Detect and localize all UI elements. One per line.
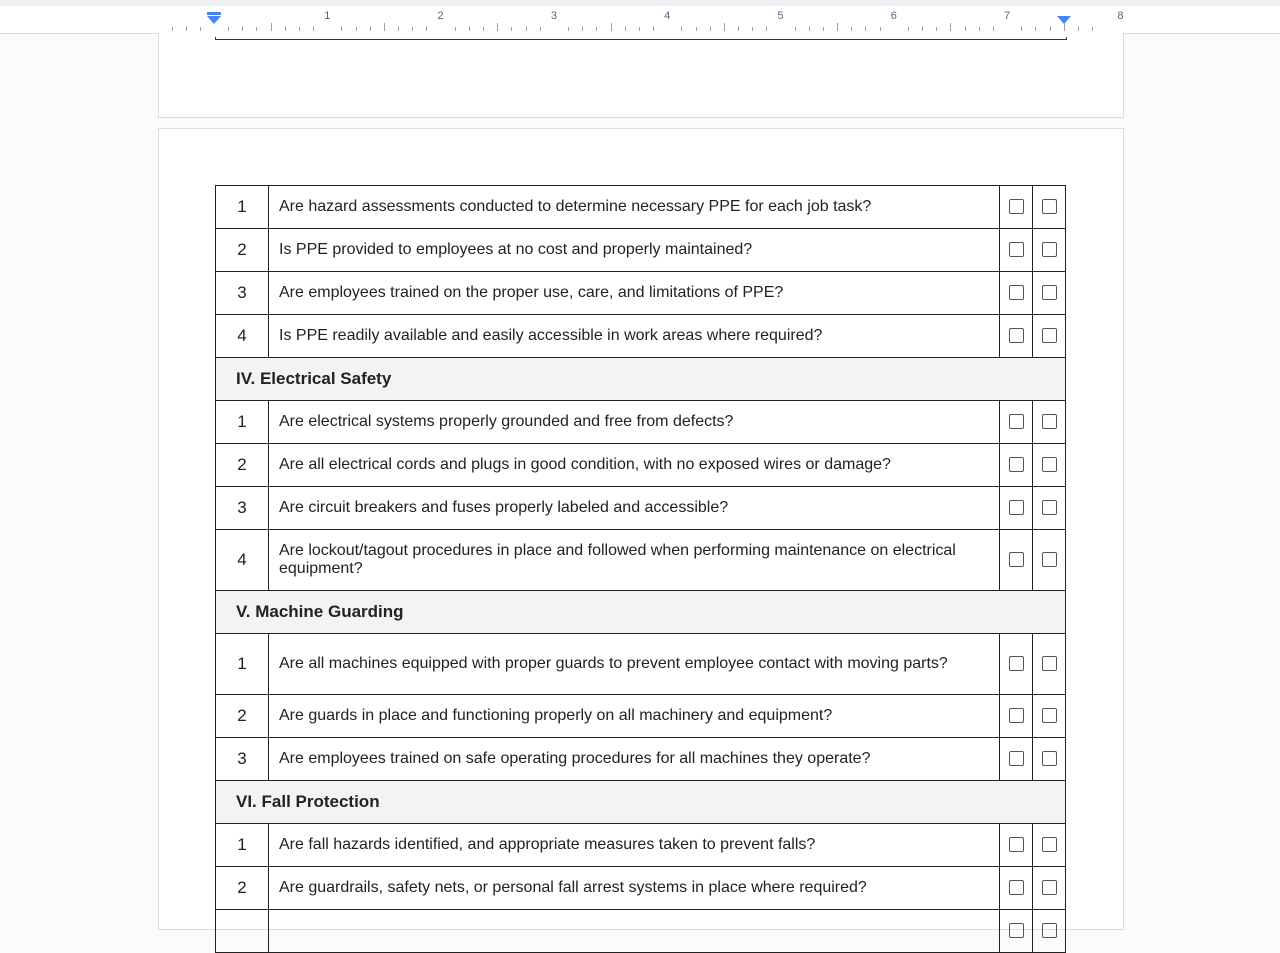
no-checkbox[interactable] [1042, 552, 1057, 567]
ruler-tick [370, 27, 371, 31]
ruler-tick [271, 23, 272, 31]
ruler-tick [710, 27, 711, 31]
no-checkbox[interactable] [1042, 199, 1057, 214]
ruler-tick [483, 27, 484, 31]
item-number: 4 [216, 530, 269, 591]
item-number: 2 [216, 444, 269, 487]
table-row [216, 487, 1066, 530]
yes-checkbox[interactable] [1009, 880, 1024, 895]
no-checkbox[interactable] [1042, 751, 1057, 766]
table-row [216, 867, 1066, 910]
item-number: 3 [216, 272, 269, 315]
yes-checkbox[interactable] [1009, 837, 1024, 852]
yes-checkbox[interactable] [1009, 457, 1024, 472]
ruler-tick [795, 27, 796, 31]
no-checkbox[interactable] [1042, 414, 1057, 429]
ruler-tick [625, 27, 626, 31]
yes-checkbox[interactable] [1009, 708, 1024, 723]
ruler-tick [809, 27, 810, 31]
ruler-tick [766, 27, 767, 31]
ruler-tick [200, 27, 201, 31]
question-text: Are employees trained on safe operating procedures for all machines they operate? [269, 738, 1000, 781]
no-checkbox[interactable] [1042, 328, 1057, 343]
item-number: 2 [216, 229, 269, 272]
table-row [216, 738, 1066, 781]
ruler-tick [993, 27, 994, 31]
yes-checkbox[interactable] [1009, 500, 1024, 515]
question-text: Are guardrails, safety nets, or personal fall arrest systems in place where required? [269, 867, 1000, 910]
question-text: Are lockout/tagout procedures in place and followed when performing maintenance on electrical equipment? [269, 530, 1000, 591]
document-page-2 [158, 128, 1124, 930]
ruler-tick [341, 27, 342, 31]
ruler-tick [950, 23, 951, 31]
no-checkbox[interactable] [1042, 880, 1057, 895]
no-checkbox[interactable] [1042, 837, 1057, 852]
table-row [216, 272, 1066, 315]
item-number: 4 [216, 315, 269, 358]
ruler-tick [823, 27, 824, 31]
question-text: Are hazard assessments conducted to determine necessary PPE for each job task? [269, 186, 1000, 229]
ruler-tick [1092, 27, 1093, 31]
item-number: 2 [216, 867, 269, 910]
item-number: 2 [216, 695, 269, 738]
ruler-tick [568, 27, 569, 31]
ruler-tick [228, 27, 229, 31]
item-number: 1 [216, 186, 269, 229]
table-row [216, 910, 1066, 953]
table-row [216, 315, 1066, 358]
yes-checkbox[interactable] [1009, 242, 1024, 257]
table-row [216, 229, 1066, 272]
question-text [269, 910, 1000, 953]
ruler-tick [837, 23, 838, 31]
yes-checkbox[interactable] [1009, 414, 1024, 429]
ruler-number: 7 [1004, 10, 1011, 22]
ruler-tick [356, 27, 357, 31]
ruler-number: 8 [1117, 10, 1124, 22]
question-text: Are all electrical cords and plugs in good condition, with no exposed wires or damage? [269, 444, 1000, 487]
question-text: Are employees trained on the proper use, care, and limitations of PPE? [269, 272, 1000, 315]
ruler-tick [526, 27, 527, 31]
no-checkbox[interactable] [1042, 923, 1057, 938]
section-title: V. Machine Guarding [216, 591, 1066, 634]
ruler-tick [865, 27, 866, 31]
section-header-row [216, 358, 1066, 401]
ruler-tick [979, 27, 980, 31]
ruler-tick [696, 27, 697, 31]
item-number: 3 [216, 738, 269, 781]
ruler-tick [653, 27, 654, 31]
ruler-tick [469, 27, 470, 31]
table-row [216, 634, 1066, 695]
left-indent-marker-icon[interactable] [207, 16, 221, 24]
item-number: 1 [216, 634, 269, 695]
ruler-number: 5 [777, 10, 784, 22]
ruler-tick [724, 23, 725, 31]
no-checkbox[interactable] [1042, 242, 1057, 257]
item-number [216, 910, 269, 953]
yes-checkbox[interactable] [1009, 751, 1024, 766]
ruler-tick [752, 27, 753, 31]
ruler-tick [1050, 27, 1051, 31]
ruler-number: 1 [324, 10, 331, 22]
ruler-tick [681, 27, 682, 31]
question-text: Are circuit breakers and fuses properly labeled and accessible? [269, 487, 1000, 530]
table-bottom-border [215, 37, 1067, 40]
ruler-number: 3 [550, 10, 557, 22]
ruler-tick [880, 27, 881, 31]
ruler-tick [497, 23, 498, 31]
ruler-tick [299, 27, 300, 31]
yes-checkbox[interactable] [1009, 328, 1024, 343]
ruler-tick [1021, 27, 1022, 31]
ruler-tick [1078, 27, 1079, 31]
ruler-tick [455, 27, 456, 31]
ruler-tick [242, 27, 243, 31]
question-text: Are fall hazards identified, and appropriate measures taken to prevent falls? [269, 824, 1000, 867]
table-row [216, 186, 1066, 229]
ruler-tick [1035, 27, 1036, 31]
section-title: IV. Electrical Safety [216, 358, 1066, 401]
item-number: 3 [216, 487, 269, 530]
question-text: Are guards in place and functioning properly on all machinery and equipment? [269, 695, 1000, 738]
ruler-tick [256, 27, 257, 31]
ruler-tick [936, 27, 937, 31]
ruler-tick [611, 23, 612, 31]
question-text: Is PPE readily available and easily accessible in work areas where required? [269, 315, 1000, 358]
no-checkbox[interactable] [1042, 457, 1057, 472]
ruler-tick [384, 23, 385, 31]
ruler-tick [639, 27, 640, 31]
yes-checkbox[interactable] [1009, 552, 1024, 567]
ruler-tick [582, 27, 583, 31]
question-text: Is PPE provided to employees at no cost and properly maintained? [269, 229, 1000, 272]
ruler-tick [738, 27, 739, 31]
ruler-tick [172, 27, 173, 31]
ruler-tick [511, 27, 512, 31]
yes-checkbox[interactable] [1009, 199, 1024, 214]
section-header-row [216, 781, 1066, 824]
ruler-tick [922, 27, 923, 31]
ruler-tick [398, 27, 399, 31]
yes-checkbox[interactable] [1009, 656, 1024, 671]
question-text: Are electrical systems properly grounded and free from defects? [269, 401, 1000, 444]
safety-checklist-table [215, 185, 1066, 953]
ruler-tick [186, 27, 187, 31]
table-row [216, 824, 1066, 867]
no-checkbox[interactable] [1042, 708, 1057, 723]
table-row [216, 695, 1066, 738]
yes-checkbox[interactable] [1009, 923, 1024, 938]
section-title: VI. Fall Protection [216, 781, 1066, 824]
no-checkbox[interactable] [1042, 500, 1057, 515]
ruler-tick [596, 27, 597, 31]
ruler-tick [965, 27, 966, 31]
ruler-tick [908, 27, 909, 31]
ruler-tick [285, 27, 286, 31]
ruler-tick [1064, 23, 1065, 31]
no-checkbox[interactable] [1042, 656, 1057, 671]
ruler-number: 4 [664, 10, 671, 22]
section-header-row [216, 591, 1066, 634]
horizontal-ruler[interactable] [0, 6, 1280, 34]
no-checkbox[interactable] [1042, 285, 1057, 300]
ruler-tick [412, 27, 413, 31]
yes-checkbox[interactable] [1009, 285, 1024, 300]
ruler-number: 2 [437, 10, 444, 22]
ruler-tick [540, 27, 541, 31]
ruler-number: 6 [890, 10, 897, 22]
item-number: 1 [216, 824, 269, 867]
ruler-tick [313, 27, 314, 31]
table-row [216, 401, 1066, 444]
question-text: Are all machines equipped with proper guards to prevent employee contact with moving parts? [269, 634, 1000, 695]
ruler-tick [426, 27, 427, 31]
table-row [216, 530, 1066, 591]
document-page-1 [158, 33, 1124, 118]
table-row [216, 444, 1066, 487]
item-number: 1 [216, 401, 269, 444]
ruler-tick [851, 27, 852, 31]
